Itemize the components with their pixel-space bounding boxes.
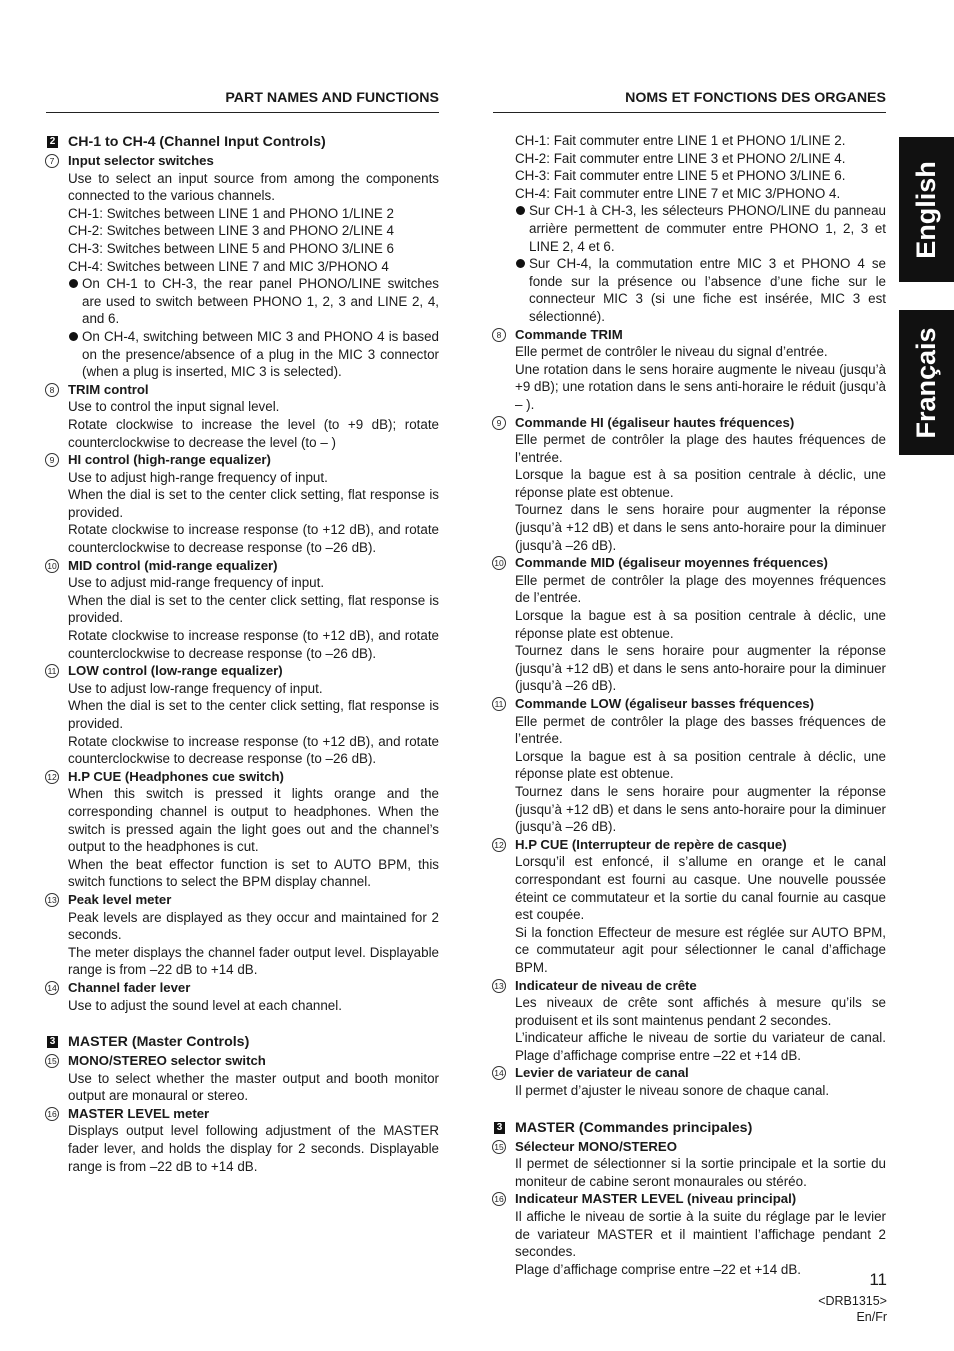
paragraph: When the dial is set to the center click setting, flat response is provided. bbox=[68, 592, 439, 626]
item-heading bbox=[494, 836, 886, 854]
item-number-circle: 13 bbox=[492, 979, 506, 993]
page-number: 11 bbox=[869, 1270, 887, 1289]
paragraph: When the dial is set to the center click setting, flat response is provided. bbox=[68, 487, 439, 520]
bullet-dot-icon bbox=[516, 206, 525, 215]
item-title: H.P CUE (Interrupteur de repère de casque) bbox=[515, 836, 787, 852]
item-number-circle: 11 bbox=[492, 697, 506, 711]
left-column-header: PART NAMES AND FUNCTIONS bbox=[225, 90, 439, 106]
item-heading bbox=[49, 381, 439, 399]
item-heading bbox=[494, 695, 886, 713]
item-title: Commande MID (égaliseur moyennes fréquences) bbox=[515, 555, 828, 571]
item-heading bbox=[47, 891, 439, 909]
language-tab-francais-label: Français bbox=[910, 326, 941, 439]
paragraph: Plage d’affichage comprise entre –22 et +14 dB. bbox=[515, 1261, 801, 1277]
item-heading bbox=[494, 1138, 886, 1156]
paragraph: When this switch is pressed it lights orange and the corresponding channel is output to headphones. When the switch is pressed again the light goes out and the channel’s output to the headphones is cut. bbox=[68, 786, 439, 855]
paragraph: Lorsque la bague est à sa position centrale à déclic, une réponse plate est obtenue. bbox=[515, 748, 886, 782]
paragraph: Rotate clockwise to increase the level (to +9 dB); rotate counterclockwise to decrease the level (to – ) bbox=[68, 416, 439, 450]
paragraph: Elle permet de contrôler la plage des hautes fréquences de l’entrée. bbox=[515, 432, 886, 465]
item-title: Sélecteur MONO/STEREO bbox=[515, 1138, 677, 1154]
item-number-circle: 16 bbox=[492, 1192, 506, 1206]
item-title: TRIM control bbox=[68, 381, 149, 397]
item-number-circle: 9 bbox=[492, 416, 506, 430]
item-heading bbox=[494, 1190, 886, 1208]
item-heading bbox=[47, 768, 439, 786]
item-number-circle: 15 bbox=[45, 1054, 59, 1068]
item-number-circle: 15 bbox=[492, 1140, 506, 1154]
section-heading bbox=[496, 1118, 886, 1138]
language-tab-english bbox=[899, 137, 954, 282]
item-number-circle: 7 bbox=[45, 154, 59, 168]
item-number-circle: 8 bbox=[492, 328, 506, 342]
item-title: MASTER LEVEL meter bbox=[68, 1105, 210, 1121]
channel-line: CH-4: Fait commuter entre LINE 7 et MIC 3/PHONO 4. bbox=[515, 185, 841, 201]
paragraph: Tournez dans le sens horaire pour augmenter la réponse (jusqu’à +12 dB) et dans le sens anto-horaire pour la diminuer (jusqu’à –26 dB). bbox=[515, 502, 886, 553]
section-number-badge: 3 bbox=[47, 1036, 58, 1048]
paragraph: Lorsqu’il est enfoncé, il s’allume en orange et le canal correspondant est fourni au casque. Une nouvelle poussée éteint ce commutateur et la sortie du canal fournie au casque est coupée. bbox=[515, 854, 886, 923]
paragraph: Tournez dans le sens horaire pour augmenter la réponse (jusqu’à +12 dB) et dans le sens anto-horaire pour la diminuer (jusqu’à –26 dB). bbox=[515, 643, 886, 694]
language-tab-english-label: English bbox=[910, 160, 941, 259]
bullet-dot-icon bbox=[516, 259, 525, 268]
channel-line: CH-1: Switches between LINE 1 and PHONO 1/LINE 2 bbox=[68, 205, 394, 221]
item-title: Commande TRIM bbox=[515, 326, 623, 342]
paragraph: Les niveaux de crête sont affichés à mesure qu’ils se produisent et ils sont maintenus pendant 2 secondes. bbox=[515, 995, 886, 1028]
section-number-badge: 3 bbox=[494, 1122, 505, 1134]
paragraph: When the dial is set to the center click setting, flat response is provided. bbox=[68, 698, 439, 731]
item-number-circle: 11 bbox=[45, 664, 59, 678]
paragraph: Displays output level following adjustment of the MASTER fader lever, and holds the display for 2 seconds. Displayable range is from –22 dB to +14 dB. bbox=[68, 1123, 439, 1174]
item-heading bbox=[47, 557, 439, 575]
item-heading bbox=[494, 554, 886, 572]
channel-line: CH-4: Switches between LINE 7 and MIC 3/PHONO 4 bbox=[68, 258, 389, 274]
item-title: H.P CUE (Headphones cue switch) bbox=[68, 768, 284, 784]
item-number-circle: 10 bbox=[492, 556, 506, 570]
bullet-item bbox=[515, 202, 886, 255]
paragraph: Elle permet de contrôler la plage des moyennes fréquences de l’entrée. bbox=[515, 572, 886, 606]
paragraph: Il permet d’ajuster le niveau sonore de chaque canal. bbox=[515, 1083, 830, 1099]
paragraph: Si la fonction Effecteur de mesure est réglée sur AUTO BPM, ce commutateur agit pour sélectionner le canal d’affichage BPM. bbox=[515, 924, 886, 975]
document-code-lang: En/Fr bbox=[856, 1310, 887, 1324]
paragraph: Rotate clockwise to increase response (to +12 dB), and rotate counterclockwise to decrease response (to –26 dB). bbox=[68, 628, 439, 661]
bullet-item bbox=[68, 328, 439, 381]
paragraph: Tournez dans le sens horaire pour augmenter la réponse (jusqu’à +12 dB) et dans le sens anto-horaire pour la diminuer (jusqu’à –26 dB). bbox=[515, 783, 886, 835]
item-heading bbox=[47, 662, 439, 680]
paragraph: When the beat effector function is set to AUTO BPM, this switch functions to select the BPM display channel. bbox=[68, 856, 439, 890]
channel-line: CH-3: Switches between LINE 5 and PHONO 3/LINE 6 bbox=[68, 240, 394, 256]
section-title: MASTER (Master Controls) bbox=[68, 1034, 250, 1051]
paragraph: Une rotation dans le sens horaire augmente le niveau (jusqu’à +9 dB); une rotation dans le sens anti-horaire le réduit (jusqu’à – ). bbox=[515, 361, 886, 412]
item-number-circle: 8 bbox=[45, 383, 59, 397]
item-heading bbox=[47, 979, 439, 997]
item-heading bbox=[494, 977, 886, 995]
item-title: Channel fader lever bbox=[68, 979, 191, 995]
item-heading bbox=[494, 1064, 886, 1082]
paragraph: Rotate clockwise to increase response (to +12 dB), and rotate counterclockwise to decrease response (to –26 dB). bbox=[68, 522, 439, 556]
section-title: CH-1 to CH-4 (Channel Input Controls) bbox=[68, 134, 326, 150]
item-heading bbox=[49, 451, 439, 469]
item-title: Peak level meter bbox=[68, 891, 172, 907]
bullet-dot-icon bbox=[69, 279, 78, 288]
item-number-circle: 16 bbox=[45, 1107, 59, 1121]
right-header-rule bbox=[493, 112, 886, 113]
paragraph: Use to select whether the master output and booth monitor output are monaural or stereo. bbox=[68, 1070, 439, 1104]
section-title: MASTER (Commandes principales) bbox=[515, 1119, 753, 1136]
item-title: LOW control (low-range equalizer) bbox=[68, 663, 283, 679]
bullet-text: On CH-1 to CH-3, the rear panel PHONO/LINE switches are used to switch between PHONO 1, 2, 3 and LINE 2, 4, and 6. bbox=[82, 276, 439, 327]
item-title: MID control (mid-range equalizer) bbox=[68, 557, 278, 573]
section-number-badge: 2 bbox=[47, 136, 58, 148]
item-title: MONO/STEREO selector switch bbox=[68, 1053, 266, 1069]
document-code bbox=[760, 1293, 887, 1325]
paragraph: Use to adjust mid-range frequency of input. bbox=[68, 575, 325, 591]
paragraph: Il affiche le niveau de sortie à la suite du réglage par le levier de variateur MASTER et il maintient l’affichage pendant 2 secondes. bbox=[515, 1209, 886, 1260]
item-number-circle: 12 bbox=[492, 838, 506, 852]
paragraph: Use to adjust high-range frequency of input. bbox=[68, 469, 328, 485]
item-number-circle: 10 bbox=[45, 559, 59, 573]
item-number-circle: 14 bbox=[45, 981, 59, 995]
paragraph: Use to adjust the sound level at each channel. bbox=[68, 997, 342, 1013]
paragraph: Lorsque la bague est à sa position centrale à déclic, une réponse plate est obtenue. bbox=[515, 467, 886, 500]
item-number-circle: 12 bbox=[45, 770, 59, 784]
item-title: Indicateur MASTER LEVEL (niveau principal) bbox=[515, 1191, 797, 1207]
item-number-circle: 13 bbox=[45, 893, 59, 907]
bullet-text: Sur CH-4, la commutation entre MIC 3 et PHONO 4 se fonde sur la présence ou l’absence d’une fiche sur le connecteur MIC 3 (si une fiche est insérée, MIC 3 est sélectionné). bbox=[529, 256, 886, 324]
language-tab-francais bbox=[899, 310, 954, 455]
bullet-dot-icon bbox=[69, 332, 78, 341]
bullet-item bbox=[68, 275, 439, 328]
paragraph: Il permet de sélectionner si la sortie principale et la sortie du moniteur de cabine seront monaurales ou stéréo. bbox=[515, 1156, 886, 1189]
right-column-header: NOMS ET FONCTIONS DES ORGANES bbox=[625, 90, 886, 106]
paragraph: Use to adjust low-range frequency of input. bbox=[68, 680, 323, 696]
paragraph: Elle permet de contrôler le niveau du signal d’entrée. bbox=[515, 344, 828, 360]
bullet-item bbox=[515, 255, 886, 325]
item-number-circle: 9 bbox=[45, 453, 59, 467]
paragraph: Use to control the input signal level. bbox=[68, 399, 280, 415]
paragraph: Elle permet de contrôler la plage des basses fréquences de l’entrée. bbox=[515, 713, 886, 747]
item-title: Levier de variateur de canal bbox=[515, 1065, 689, 1081]
paragraph: Peak levels are displayed as they occur and maintained for 2 seconds. bbox=[68, 909, 439, 943]
item-heading bbox=[496, 326, 886, 344]
channel-line: CH-3: Fait commuter entre LINE 5 et PHONO 3/LINE 6. bbox=[515, 168, 846, 184]
item-title: Indicateur de niveau de crête bbox=[515, 977, 697, 993]
bullet-text: Sur CH-1 à CH-3, les sélecteurs PHONO/LINE du panneau arrière permettent de commuter entre PHONO 1, 2, 3 et LINE 2, 4 et 6. bbox=[529, 203, 886, 254]
item-title: HI control (high-range equalizer) bbox=[68, 452, 271, 468]
right-column-body bbox=[494, 132, 886, 1278]
section-heading bbox=[49, 1032, 439, 1052]
item-heading bbox=[47, 1052, 439, 1070]
left-header-rule bbox=[46, 112, 439, 113]
left-column-body bbox=[47, 132, 439, 1175]
item-number-circle: 14 bbox=[492, 1066, 506, 1080]
paragraph: Use to select an input source from among the components connected to the various channels. bbox=[68, 170, 439, 204]
section-heading bbox=[49, 132, 439, 152]
item-heading bbox=[49, 152, 439, 170]
paragraph: L’indicateur affiche le niveau de sortie du variateur de canal. Plage d’affichage comprise entre –22 et +14 dB. bbox=[515, 1030, 886, 1063]
item-heading bbox=[47, 1105, 439, 1123]
item-heading bbox=[496, 414, 886, 432]
item-title: Commande HI (égaliseur hautes fréquences) bbox=[515, 414, 795, 430]
bullet-text: On CH-4, switching between MIC 3 and PHONO 4 is based on the presence/absence of a plug in the MIC 3 connector (when a plug is inserted, MIC 3 is selected). bbox=[82, 328, 439, 380]
item-title: Input selector switches bbox=[68, 153, 214, 168]
paragraph: Rotate clockwise to increase response (to +12 dB), and rotate counterclockwise to decrease response (to –26 dB). bbox=[68, 733, 439, 767]
item-title: Commande LOW (égaliseur basses fréquences) bbox=[515, 696, 815, 711]
document-code-id: <DRB1315> bbox=[818, 1294, 887, 1308]
channel-line: CH-1: Fait commuter entre LINE 1 et PHONO 1/LINE 2. bbox=[515, 133, 846, 148]
channel-line: CH-2: Switches between LINE 3 and PHONO 2/LINE 4 bbox=[68, 223, 394, 239]
channel-line: CH-2: Fait commuter entre LINE 3 et PHONO 2/LINE 4. bbox=[515, 150, 846, 166]
paragraph: Lorsque la bague est à sa position centrale à déclic, une réponse plate est obtenue. bbox=[515, 608, 886, 641]
paragraph: The meter displays the channel fader output level. Displayable range is from –22 dB to +14 dB. bbox=[68, 944, 439, 978]
